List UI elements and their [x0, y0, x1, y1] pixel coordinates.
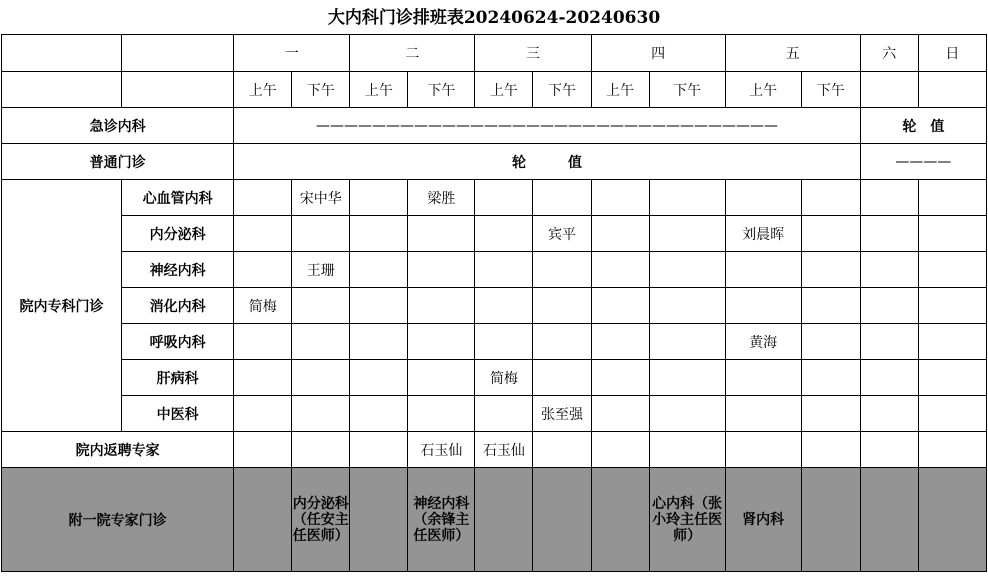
- schedule-cell: 石玉仙: [408, 432, 475, 468]
- specialty-label: 消化内科: [122, 288, 234, 324]
- schedule-cell: [591, 288, 649, 324]
- schedule-cell: [292, 432, 350, 468]
- schedule-cell: [475, 468, 533, 572]
- schedule-cell: [350, 468, 408, 572]
- schedule-cell: [801, 252, 860, 288]
- schedule-cell: [350, 324, 408, 360]
- schedule-cell: [292, 288, 350, 324]
- rehired-row: [2, 432, 987, 468]
- schedule-cell: [591, 396, 649, 432]
- schedule-cell: 王珊: [292, 252, 350, 288]
- halfday-am: 上午: [350, 72, 408, 108]
- day-header-thu: 四: [591, 35, 725, 72]
- schedule-cell: [801, 324, 860, 360]
- header-blank: [2, 35, 122, 72]
- schedule-cell: [475, 288, 533, 324]
- schedule-cell: [533, 180, 591, 216]
- day-header-wed: 三: [475, 35, 591, 72]
- schedule-cell: [292, 216, 350, 252]
- halfday-pm: 下午: [649, 72, 725, 108]
- schedule-cell: [292, 324, 350, 360]
- schedule-cell: [533, 432, 591, 468]
- specialty-label: 内分泌科: [122, 216, 234, 252]
- schedule-cell: [725, 360, 801, 396]
- schedule-cell: [860, 432, 918, 468]
- schedule-cell: 简梅: [475, 360, 533, 396]
- schedule-cell: 宋中华: [292, 180, 350, 216]
- schedule-cell: 肾内科: [725, 468, 801, 572]
- halfday-am: 上午: [475, 72, 533, 108]
- schedule-cell: [533, 468, 591, 572]
- header-blank: [2, 72, 122, 108]
- schedule-cell: 张至强: [533, 396, 591, 432]
- schedule-cell: [918, 468, 986, 572]
- schedule-cell: [234, 468, 292, 572]
- affiliated-row: [2, 468, 987, 572]
- schedule-cell: [533, 252, 591, 288]
- schedule-cell: [350, 360, 408, 396]
- schedule-cell: [350, 396, 408, 432]
- header-blank: [918, 72, 986, 108]
- specialty-row: [2, 324, 987, 360]
- emergency-label: 急诊内科: [2, 108, 234, 144]
- schedule-cell: 简梅: [234, 288, 292, 324]
- affiliated-label: 附一院专家门诊: [2, 468, 234, 572]
- schedule-cell: [350, 216, 408, 252]
- specialty-row: [2, 180, 987, 216]
- schedule-cell: [234, 432, 292, 468]
- schedule-cell: [860, 324, 918, 360]
- schedule-cell: [918, 288, 986, 324]
- halfday-pm: 下午: [533, 72, 591, 108]
- schedule-cell: [801, 288, 860, 324]
- specialty-row: [2, 360, 987, 396]
- day-header-sun: 日: [918, 35, 986, 72]
- schedule-cell: [408, 396, 475, 432]
- schedule-cell: [725, 432, 801, 468]
- specialty-row: [2, 252, 987, 288]
- schedule-cell: [350, 288, 408, 324]
- schedule-cell: [533, 360, 591, 396]
- schedule-cell: [918, 324, 986, 360]
- schedule-cell: [801, 360, 860, 396]
- schedule-cell: [649, 396, 725, 432]
- schedule-cell: [860, 216, 918, 252]
- day-header-row: [2, 35, 987, 72]
- schedule-cell: [591, 432, 649, 468]
- schedule-cell: [350, 180, 408, 216]
- schedule-cell: [801, 180, 860, 216]
- schedule-cell: 石玉仙: [475, 432, 533, 468]
- specialty-row: [2, 288, 987, 324]
- schedule-cell: [234, 360, 292, 396]
- schedule-cell: [918, 360, 986, 396]
- schedule-cell: [591, 360, 649, 396]
- specialty-label: 心血管内科: [122, 180, 234, 216]
- schedule-cell: [801, 396, 860, 432]
- schedule-cell: [234, 324, 292, 360]
- specialty-label: 中医科: [122, 396, 234, 432]
- schedule-cell: [860, 288, 918, 324]
- schedule-cell: [725, 288, 801, 324]
- schedule-cell: [801, 468, 860, 572]
- schedule-cell: [350, 432, 408, 468]
- schedule-cell: [725, 396, 801, 432]
- header-blank: [122, 72, 234, 108]
- schedule-cell: 内分泌科（任安主任医师）: [292, 468, 350, 572]
- schedule-cell: [591, 468, 649, 572]
- schedule-cell: 梁胜: [408, 180, 475, 216]
- rehired-label: 院内返聘专家: [2, 432, 234, 468]
- halfday-pm: 下午: [292, 72, 350, 108]
- schedule-cell: [292, 360, 350, 396]
- schedule-cell: [860, 180, 918, 216]
- halfday-header-row: [2, 72, 987, 108]
- halfday-am: 上午: [725, 72, 801, 108]
- schedule-cell: [234, 252, 292, 288]
- schedule-cell: [292, 396, 350, 432]
- specialty-group-label: 院内专科门诊: [2, 180, 122, 432]
- day-header-tue: 二: [350, 35, 475, 72]
- schedule-cell: [649, 360, 725, 396]
- schedule-cell: [408, 288, 475, 324]
- schedule-cell: [649, 216, 725, 252]
- schedule-cell: [475, 324, 533, 360]
- schedule-cell: [918, 252, 986, 288]
- schedule-cell: [801, 216, 860, 252]
- schedule-cell: [918, 216, 986, 252]
- schedule-cell: [860, 396, 918, 432]
- schedule-cell: [918, 396, 986, 432]
- schedule-cell: [801, 432, 860, 468]
- schedule-cell: 心内科（张小玲主任医师）: [649, 468, 725, 572]
- schedule-cell: [533, 288, 591, 324]
- schedule-cell: [408, 360, 475, 396]
- schedule-cell: [408, 252, 475, 288]
- schedule-cell: [234, 396, 292, 432]
- schedule-cell: [918, 432, 986, 468]
- emergency-row: [2, 108, 987, 144]
- schedule-cell: [649, 432, 725, 468]
- schedule-cell: [475, 216, 533, 252]
- schedule-cell: 神经内科（余锋主任医师）: [408, 468, 475, 572]
- schedule-cell: [649, 288, 725, 324]
- schedule-cell: [475, 180, 533, 216]
- schedule-cell: [725, 180, 801, 216]
- schedule-cell: [725, 252, 801, 288]
- schedule-cell: [533, 324, 591, 360]
- specialty-row: [2, 216, 987, 252]
- schedule-cell: [350, 252, 408, 288]
- header-blank: [122, 35, 234, 72]
- schedule-cell: [591, 252, 649, 288]
- schedule-cell: [475, 396, 533, 432]
- schedule-cell: [234, 180, 292, 216]
- emergency-weekend-text: 轮 值: [860, 108, 986, 144]
- schedule-cell: [408, 324, 475, 360]
- schedule-table: [1, 34, 987, 572]
- schedule-cell: [234, 216, 292, 252]
- schedule-cell: [860, 360, 918, 396]
- schedule-cell: [591, 216, 649, 252]
- specialty-label: 神经内科: [122, 252, 234, 288]
- schedule-cell: [860, 252, 918, 288]
- schedule-cell: [591, 180, 649, 216]
- schedule-cell: 黄海: [725, 324, 801, 360]
- halfday-am: 上午: [234, 72, 292, 108]
- schedule-cell: [918, 180, 986, 216]
- schedule-cell: [860, 468, 918, 572]
- day-header-mon: 一: [234, 35, 350, 72]
- emergency-weekday-text: —————————————————————————————————: [234, 108, 861, 144]
- schedule-cell: [649, 324, 725, 360]
- schedule-cell: 刘晨晖: [725, 216, 801, 252]
- schedule-cell: [649, 180, 725, 216]
- halfday-am: 上午: [591, 72, 649, 108]
- page-title: 大内科门诊排班表20240624-20240630: [327, 8, 661, 28]
- halfday-pm: 下午: [408, 72, 475, 108]
- general-label: 普通门诊: [2, 144, 234, 180]
- specialty-label: 肝病科: [122, 360, 234, 396]
- specialty-label: 呼吸内科: [122, 324, 234, 360]
- halfday-pm: 下午: [801, 72, 860, 108]
- day-header-fri: 五: [725, 35, 860, 72]
- schedule-cell: [649, 252, 725, 288]
- schedule-cell: 宾平: [533, 216, 591, 252]
- schedule-cell: [591, 324, 649, 360]
- general-weekend-text: ————: [860, 144, 986, 180]
- schedule-cell: [408, 216, 475, 252]
- header-blank: [860, 72, 918, 108]
- day-header-sat: 六: [860, 35, 918, 72]
- general-weekday-text: 轮 值: [234, 144, 861, 180]
- specialty-row: [2, 396, 987, 432]
- general-row: [2, 144, 987, 180]
- schedule-cell: [475, 252, 533, 288]
